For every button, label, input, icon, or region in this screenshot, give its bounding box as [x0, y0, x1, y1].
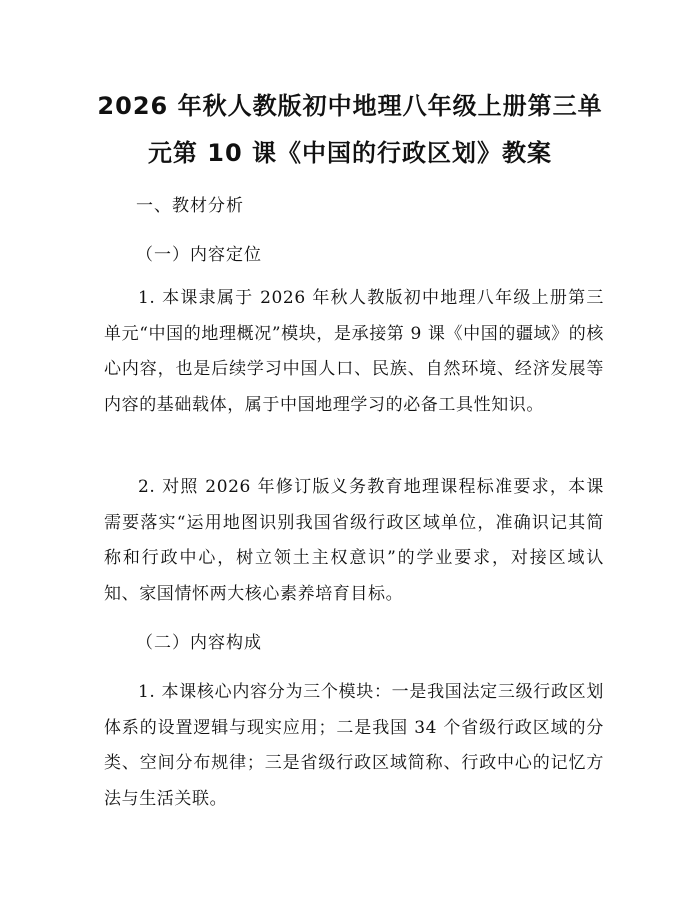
document-title-line-2: 元第 10 课《中国的行政区划》教案	[147, 139, 553, 167]
paragraph-core-modules: 1. 本课核心内容分为三个模块：一是我国法定三级行政区划体系的设置逻辑与现实应用；二是我国 34 个省级行政区域的分类、空间分布规律；三是省级行政区域简称、行政中心的记忆方法与生活关联。	[104, 682, 604, 809]
document-title-line-1: 2026 年秋人教版初中地理八年级上册第三单	[97, 92, 603, 120]
paragraph-curriculum-standard: 2. 对照 2026 年修订版义务教育地理课程标准要求，本课需要落实“运用地图识别我国省级行政区域单位，准确识记其简称和行政中心，树立领土主权意识”的学业要求，对接区域认知、家国情怀两大核心素养培育目标。	[104, 477, 604, 604]
paragraph-course-positioning: 1. 本课隶属于 2026 年秋人教版初中地理八年级上册第三单元“中国的地理概况”模块，是承接第 9 课《中国的疆域》的核心内容，也是后续学习中国人口、民族、自然环境、经济发展等内容的基础载体，属于中国地理学习的必备工具性知识。	[104, 288, 604, 415]
section-heading-textbook-analysis: 一、教材分析	[136, 196, 244, 216]
subsection-heading-content-composition: （二）内容构成	[136, 633, 262, 653]
subsection-heading-content-positioning: （一）内容定位	[136, 245, 262, 265]
